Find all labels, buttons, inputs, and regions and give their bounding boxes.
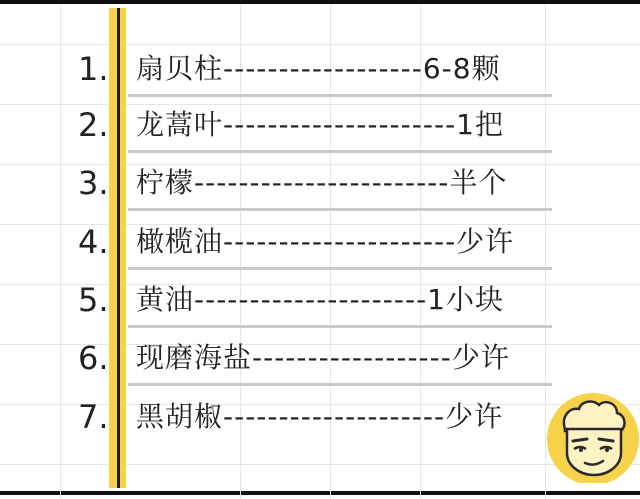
item-number: 3.: [78, 164, 109, 202]
row-divider: [128, 208, 552, 211]
item-text: 扇贝柱------------------6-8颗: [136, 52, 501, 85]
list-item: [0, 97, 640, 153]
cartoon-face-icon: [543, 389, 640, 483]
item-number: 7.: [78, 398, 109, 436]
left-brow: [573, 439, 587, 441]
list-item: [0, 330, 640, 386]
item-text: 黄油---------------------1小块: [136, 283, 504, 316]
item-number: 2.: [78, 106, 109, 144]
list-item: [0, 214, 640, 270]
head-shape: [567, 429, 621, 475]
row-divider: [128, 267, 552, 270]
item-text: 橄榄油---------------------少许: [136, 225, 515, 258]
row-divider: [128, 383, 552, 386]
item-text: 龙蒿叶---------------------1把: [136, 108, 504, 141]
right-pupil: [605, 448, 609, 452]
item-text: 现磨海盐------------------少许: [136, 341, 510, 374]
item-text: 黑胡椒--------------------少许: [136, 400, 504, 433]
list-item: [0, 272, 640, 328]
list-item: [0, 41, 640, 97]
item-number: 1.: [78, 50, 109, 88]
right-brow: [599, 439, 613, 441]
list-item: [0, 155, 640, 211]
left-pupil: [579, 448, 583, 452]
row-divider: [128, 325, 552, 328]
item-number: 4.: [78, 223, 109, 261]
item-number: 6.: [78, 339, 109, 377]
item-text: 柠檬-----------------------半个: [136, 166, 508, 199]
item-number: 5.: [78, 281, 109, 319]
row-divider: [128, 150, 552, 153]
